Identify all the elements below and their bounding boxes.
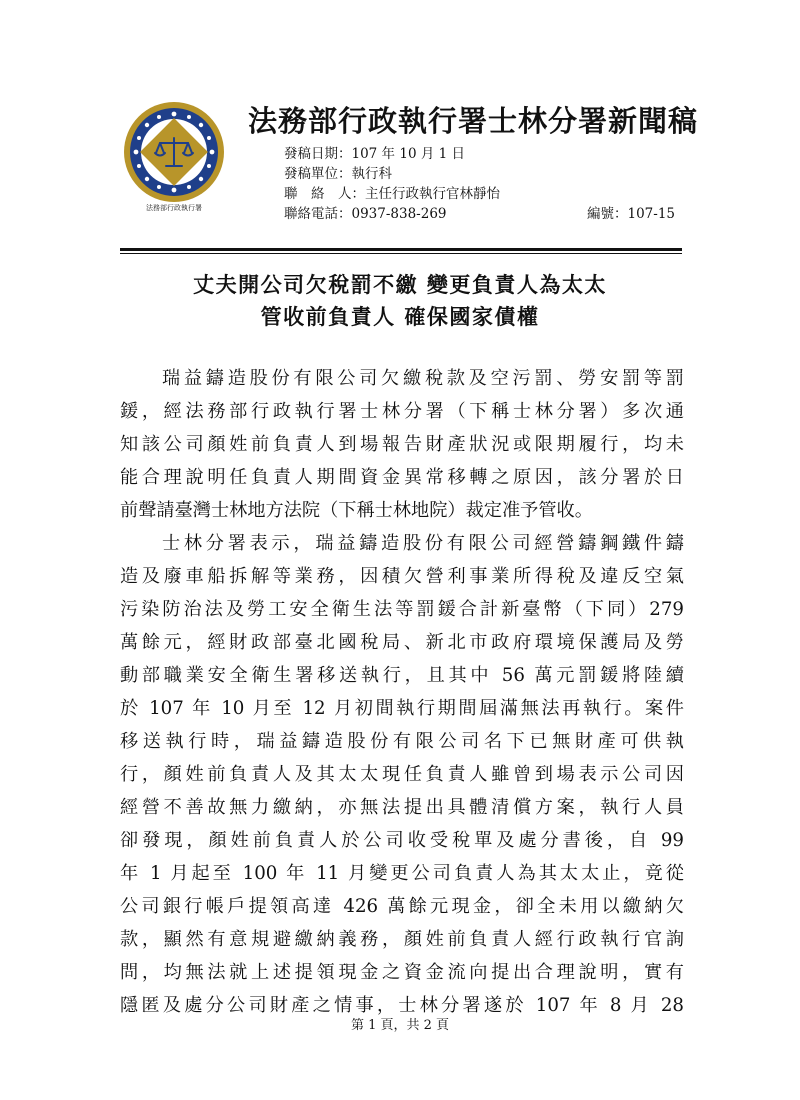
body-line: 前聲請臺灣士林地方法院（下稱士林地院）裁定准予管收。 [120,500,593,521]
body-line: 移送執行時，瑞益鑄造股份有限公司名下已無財產可供執 [120,731,684,752]
body-line: 動部職業安全衛生署移送執行，且其中 56 萬元罰鍰將陸續 [120,665,684,686]
header-divider-thick [120,248,682,251]
paragraph-2 [120,527,684,1022]
document-number: 編號：107-15 [587,206,676,222]
body-line: 行，顏姓前負責人及其太太現任負責人雖曾到場表示公司因 [120,764,684,785]
scales-of-justice-emblem-icon [118,100,243,205]
body-line: 瑞益鑄造股份有限公司欠繳稅款及空污罰、勞安罰等罰 [162,368,684,389]
headline-line-1: 丈夫開公司欠稅罰不繳 變更負責人為太太 [193,272,607,297]
issuing-unit: 發稿單位：執行科 [284,166,392,182]
headline-line-2: 管收前負責人 確保國家債權 [260,304,540,329]
body-line: 卻發現，顏姓前負責人於公司收受稅單及處分書後，自 99 [120,830,684,851]
body-line: 萬餘元，經財政部臺北國稅局、新北市政府環境保護局及勞 [120,632,684,653]
header-divider-thin [120,253,682,254]
page-title: 法務部行政執行署士林分署新聞稿 [248,104,699,138]
body-line: 公司銀行帳戶提領高達 426 萬餘元現金，卻全未用以繳納欠 [120,896,684,917]
body-line: 士林分署表示，瑞益鑄造股份有限公司經營鑄鋼鐵件鑄 [162,533,684,554]
paragraph-1 [120,362,684,527]
release-date: 發稿日期：107 年 10 月 1 日 [284,146,465,162]
logo-caption: 法務部行政執行署 [146,204,202,212]
press-release-body [120,362,684,1022]
body-line: 能合理說明任負責人期間資金異常移轉之原因，該分署於日 [120,467,684,488]
agency-logo [118,100,243,230]
page-number: 第 1 頁，共 2 頁 [350,1018,450,1033]
body-line: 問，均無法就上述提領現金之資金流向提出合理說明，實有 [120,962,684,983]
body-line: 污染防治法及勞工安全衛生法等罰鍰合計新臺幣（下同）279 [120,599,684,620]
body-line: 年 1 月起至 100 年 11 月變更公司負責人為其太太止，竟從 [120,863,684,884]
body-line: 鍰，經法務部行政執行署士林分署（下稱士林分署）多次通 [120,401,684,422]
body-line: 經營不善故無力繳納，亦無法提出具體清償方案，執行人員 [120,797,684,818]
body-line: 款，顯然有意規避繳納義務，顏姓前負責人經行政執行官詢 [120,929,684,950]
body-line: 隱匿及處分公司財產之情事，士林分署遂於 107 年 8 月 28 [120,995,684,1016]
body-line: 於 107 年 10 月至 12 月初間執行期間屆滿無法再執行。案件 [120,698,684,719]
body-line: 造及廢車船拆解等業務，因積欠營利事業所得稅及違反空氣 [120,566,684,587]
contact-phone: 聯絡電話：0937-838-269 [284,206,447,222]
contact-person: 聯 絡 人：主任行政執行官林靜怡 [284,186,500,202]
body-line: 知該公司顏姓前負責人到場報告財產狀況或限期履行，均未 [120,434,684,455]
